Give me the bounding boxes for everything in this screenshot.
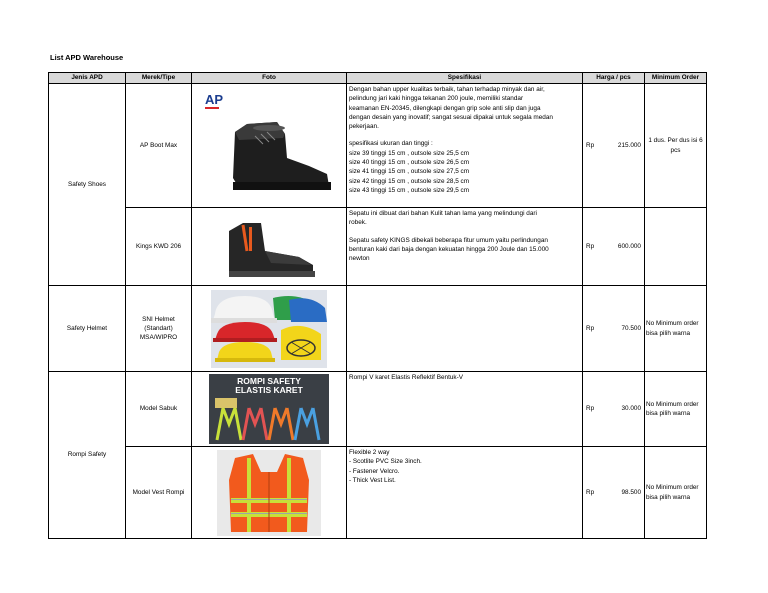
spec-line: newton (349, 255, 370, 263)
header-spesifikasi: Spesifikasi (347, 73, 583, 84)
spec-cell (347, 447, 583, 539)
helmet-photo (211, 290, 327, 368)
brand-line: MSA/WIPRO (139, 334, 178, 342)
spec-line: keamanan EN-20345, dilengkapi dengan grip sole anti slip dan juga (349, 104, 541, 112)
price-value: 98.500 (621, 488, 641, 496)
brand-cell (126, 286, 192, 372)
spec-line: - Thick Vest List. (349, 476, 396, 484)
min-order-cell (645, 208, 707, 286)
spec-line: - Fastener Velcro. (349, 467, 400, 475)
ap-logo-text: AP (205, 91, 224, 107)
brand-cell: Kings KWD 206 (126, 208, 192, 286)
spec-line: dengan desain yang inovatif; sangat sesuai dipakai untuk segala medan (349, 113, 553, 121)
spec-line: benturan kaki dari baja dengan kekuatan hingga 200 Joule dan 15.000 (349, 245, 549, 253)
brand-line: SNI Helmet (142, 315, 175, 323)
price-value: 70.500 (621, 324, 641, 332)
table-header-row (49, 73, 707, 84)
price-cell (583, 286, 645, 372)
currency-label: Rp (586, 324, 595, 332)
rompi-sabuk-photo (209, 374, 329, 444)
table-row (49, 208, 707, 286)
min-order-cell: 1 dus. Per dus isi 6 pcs (645, 84, 707, 208)
header-min-order: Minimum Order (645, 73, 707, 84)
price-value: 215.000 (617, 141, 641, 149)
spec-line: Dengan bahan upper kualitas terbaik, tahan terhadap minyak dan air, (349, 86, 545, 93)
spec-cell (347, 84, 583, 208)
apd-table (48, 72, 707, 539)
category-rompi-safety: Rompi Safety (49, 372, 126, 539)
photo-banner-line-2: ELASTIS KARET (235, 385, 303, 395)
min-order-cell: No Minimum order bisa pilih warna (645, 447, 707, 539)
price-value: 30.000 (621, 405, 641, 413)
spec-line: robek. (349, 219, 367, 227)
photo-cell (192, 286, 347, 372)
brand-cell: AP Boot Max (126, 84, 192, 208)
price-cell (583, 84, 645, 208)
min-order-cell: No Minimum order bisa pilih warna (645, 286, 707, 372)
brand-cell: Model Vest Rompi (126, 447, 192, 539)
min-order-cell: No Minimum order bisa pilih warna (645, 372, 707, 447)
table-row (49, 286, 707, 372)
category-safety-shoes: Safety Shoes (49, 84, 126, 286)
table-row (49, 84, 707, 208)
spec-line: size 39 tinggi 15 cm , outsole size 25,5 cm (349, 149, 470, 157)
currency-label: Rp (586, 488, 595, 496)
photo-cell (192, 84, 347, 208)
price-cell (583, 447, 645, 539)
table-row (49, 372, 707, 447)
spec-line: pekerjaan. (349, 123, 379, 131)
brand-cell: Model Sabuk (126, 372, 192, 447)
currency-label: Rp (586, 141, 595, 149)
photo-cell (192, 372, 347, 447)
currency-label: Rp (586, 405, 595, 413)
photo-banner-line-1: ROMPI SAFETY (237, 376, 301, 386)
header-foto: Foto (192, 73, 347, 84)
page-title: List APD Warehouse (50, 53, 124, 62)
spec-line: Flexible 2 way (349, 449, 390, 456)
spec-line: pelindung jari kaki hingga tekanan 200 joule, memiliki standar (349, 95, 524, 103)
price-cell (583, 372, 645, 447)
header-harga: Harga / pcs (583, 73, 645, 84)
spec-line: size 42 tinggi 15 cm , outsole size 28,5 cm (349, 177, 470, 185)
spec-line (349, 228, 580, 236)
brand-line: (Standart) (144, 324, 173, 332)
photo-cell (192, 208, 347, 286)
spec-line (349, 131, 580, 139)
price-cell (583, 208, 645, 286)
spec-line: spesifikasi ukuran dan tinggi : (349, 140, 433, 148)
photo-cell (192, 447, 347, 539)
boot-photo (199, 88, 339, 204)
kings-shoe-photo (199, 211, 339, 283)
spec-line: size 41 tinggi 15 cm , outsole size 27,5 cm (349, 168, 470, 176)
header-merek: Merek/Tipe (126, 73, 192, 84)
spec-line: - Scotlite PVC Size 3inch. (349, 458, 422, 466)
spec-cell (347, 372, 583, 447)
spec-cell-empty (347, 286, 583, 372)
price-value: 600.000 (617, 242, 641, 250)
currency-label: Rp (586, 242, 595, 250)
spec-line: size 40 tinggi 15 cm , outsole size 26,5 cm (349, 158, 470, 166)
spec-line: size 43 tinggi 15 cm , outsole size 29,5 cm (349, 186, 470, 194)
spec-line: Sepatu ini dibuat dari bahan Kulit tahan lama yang melindungi dari (349, 210, 537, 217)
spec-line: Rompi V karet Elastis Reflektif Bentuk-V (349, 374, 464, 381)
header-jenis: Jenis APD (49, 73, 126, 84)
category-safety-helmet: Safety Helmet (49, 286, 126, 372)
vest-photo (217, 450, 321, 536)
spec-cell (347, 208, 583, 286)
spec-line: Sepatu safety KINGS dibekali beberapa fitur umum yaitu perlindungan (349, 236, 548, 244)
table-row (49, 447, 707, 539)
